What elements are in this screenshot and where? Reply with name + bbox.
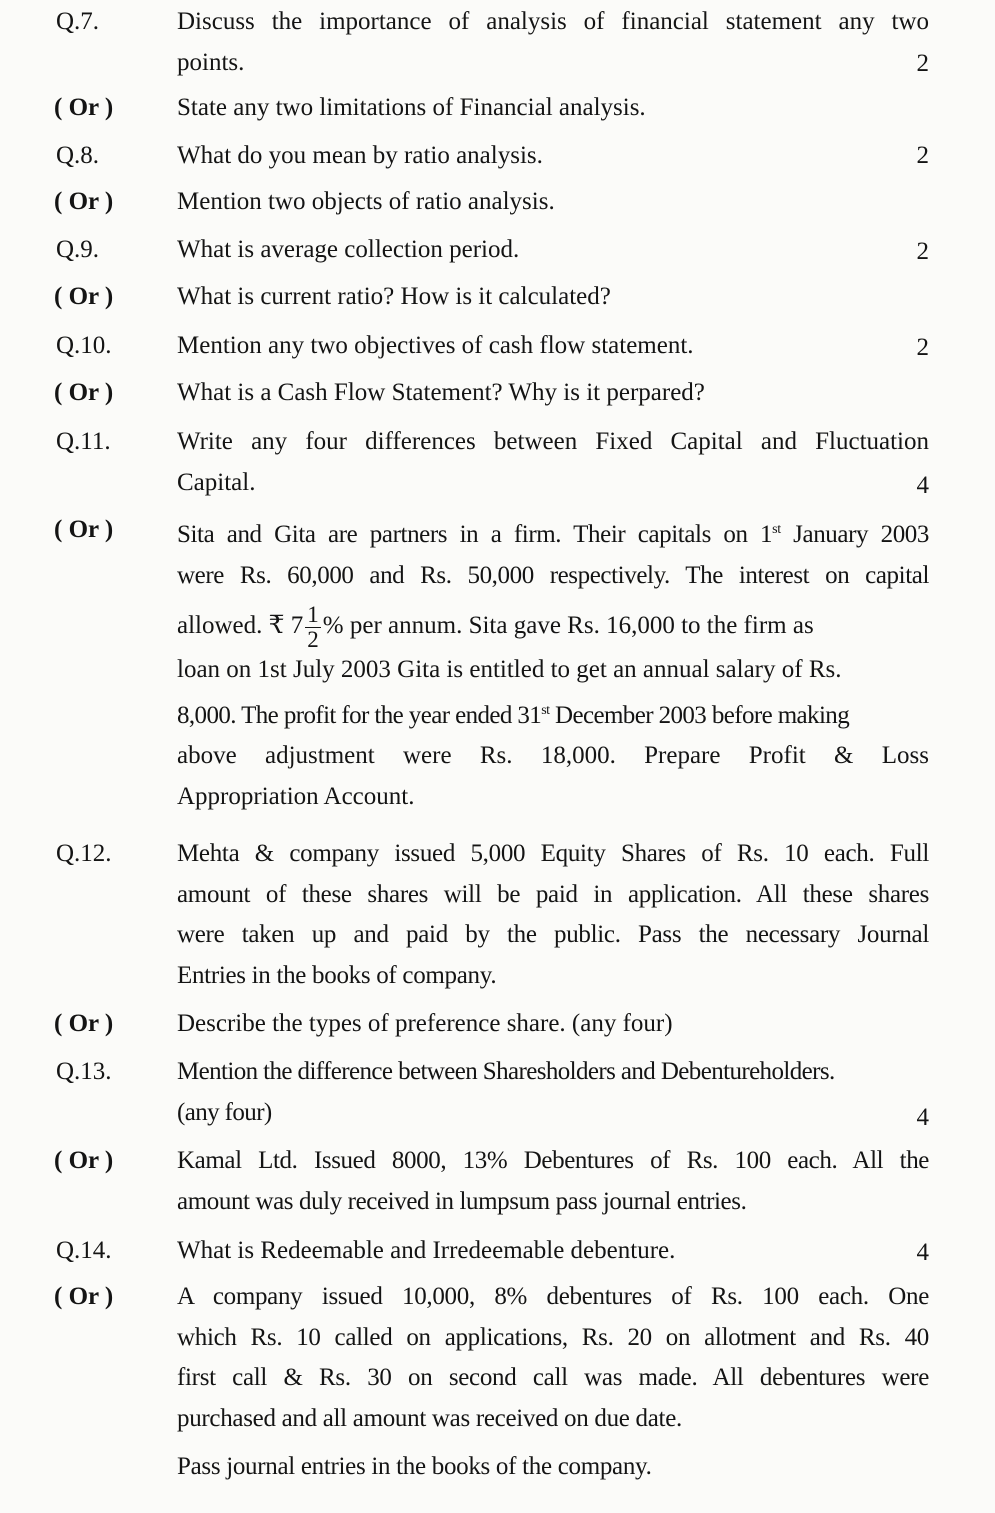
question-text: What is current ratio? How is it calculated? — [177, 283, 611, 310]
question-text: State any two limitations of Financial analysis. — [177, 94, 646, 121]
or-label: ( Or ) — [54, 188, 114, 215]
question-number: Q.14. — [56, 1237, 112, 1264]
question-text: Mehta & company issued 5,000 Equity Shares of Rs. 10 each. Full amount of these shares will be paid in application. All these shares were taken up and paid by the public. Pass the necessary Journal Entries in the books of company. — [177, 840, 929, 989]
question-text: What is Redeemable and Irredeemable debenture. — [177, 1237, 676, 1264]
question-text: Write any four differences between Fixed Capital and Fluctuation Capital. — [177, 428, 929, 496]
question-text: Mention the difference between Sharesholders and Debentureholders. (any four) — [177, 1058, 835, 1126]
question-text: What is a Cash Flow Statement? Why is it perpared? — [177, 379, 705, 406]
question-text: Discuss the importance of analysis of financial statement any two points. — [177, 8, 929, 76]
question-number: Q.10. — [56, 332, 112, 359]
marks: 2 — [916, 334, 929, 361]
question-number: Q.11. — [56, 428, 111, 455]
marks: 4 — [916, 472, 929, 499]
question-text: A company issued 10,000, 8% debentures of Rs. 100 each. One which Rs. 10 called on applications, Rs. 20 on allotment and Rs. 40 first call & Rs. 30 on second call was made. All debentures were purchased and all amount was received on due date. Pass journal entries in the books of the company. — [177, 1283, 929, 1480]
marks: 2 — [916, 238, 929, 265]
fraction-one-half: $\frac{1}{2}$ — [307, 601, 319, 652]
question-number: Q.13. — [56, 1058, 112, 1085]
or-label: ( Or ) — [54, 516, 114, 543]
question-text: Kamal Ltd. Issued 8000, 13% Debentures of Rs. 100 each. All the amount was duly received in lumpsum pass journal entries. — [177, 1147, 929, 1215]
or-label: ( Or ) — [54, 283, 114, 310]
question-number: Q.12. — [56, 840, 112, 867]
or-label: ( Or ) — [54, 1147, 114, 1174]
question-text: Mention any two objectives of cash flow statement. — [177, 332, 694, 359]
marks: 2 — [916, 142, 929, 169]
question-text: What do you mean by ratio analysis. — [177, 142, 543, 169]
question-number: Q.8. — [56, 142, 100, 169]
question-text: What is average collection period. — [177, 236, 520, 263]
question-number: Q.7. — [56, 8, 100, 35]
or-label: ( Or ) — [54, 379, 114, 406]
or-label: ( Or ) — [54, 1283, 114, 1310]
question-number: Q.9. — [56, 236, 100, 263]
question-text: Sita and Gita are partners in a firm. Their capitals on 1st January 2003 were Rs. 60,000 and Rs. 50,000 respectively. The interest on capital allowed. ₹ 7 $\frac{1}{2}$ % per annum. Sita gave Rs. 16,000 to the firm as loan on 1st July 2003 Gita is entitled to get an annual salary of Rs. 8,000. The profit for the year ended 31st December 2003 before making above adjustment were Rs. 18,000. Prepare Profit & Loss Appropriation Account. — [177, 521, 929, 810]
or-label: ( Or ) — [54, 1010, 114, 1037]
marks: 4 — [916, 1239, 929, 1266]
or-label: ( Or ) — [54, 94, 114, 121]
question-text: Mention two objects of ratio analysis. — [177, 188, 555, 215]
marks: 2 — [916, 50, 929, 77]
question-text: Describe the types of preference share. (any four) — [177, 1010, 673, 1037]
marks: 4 — [916, 1104, 929, 1131]
